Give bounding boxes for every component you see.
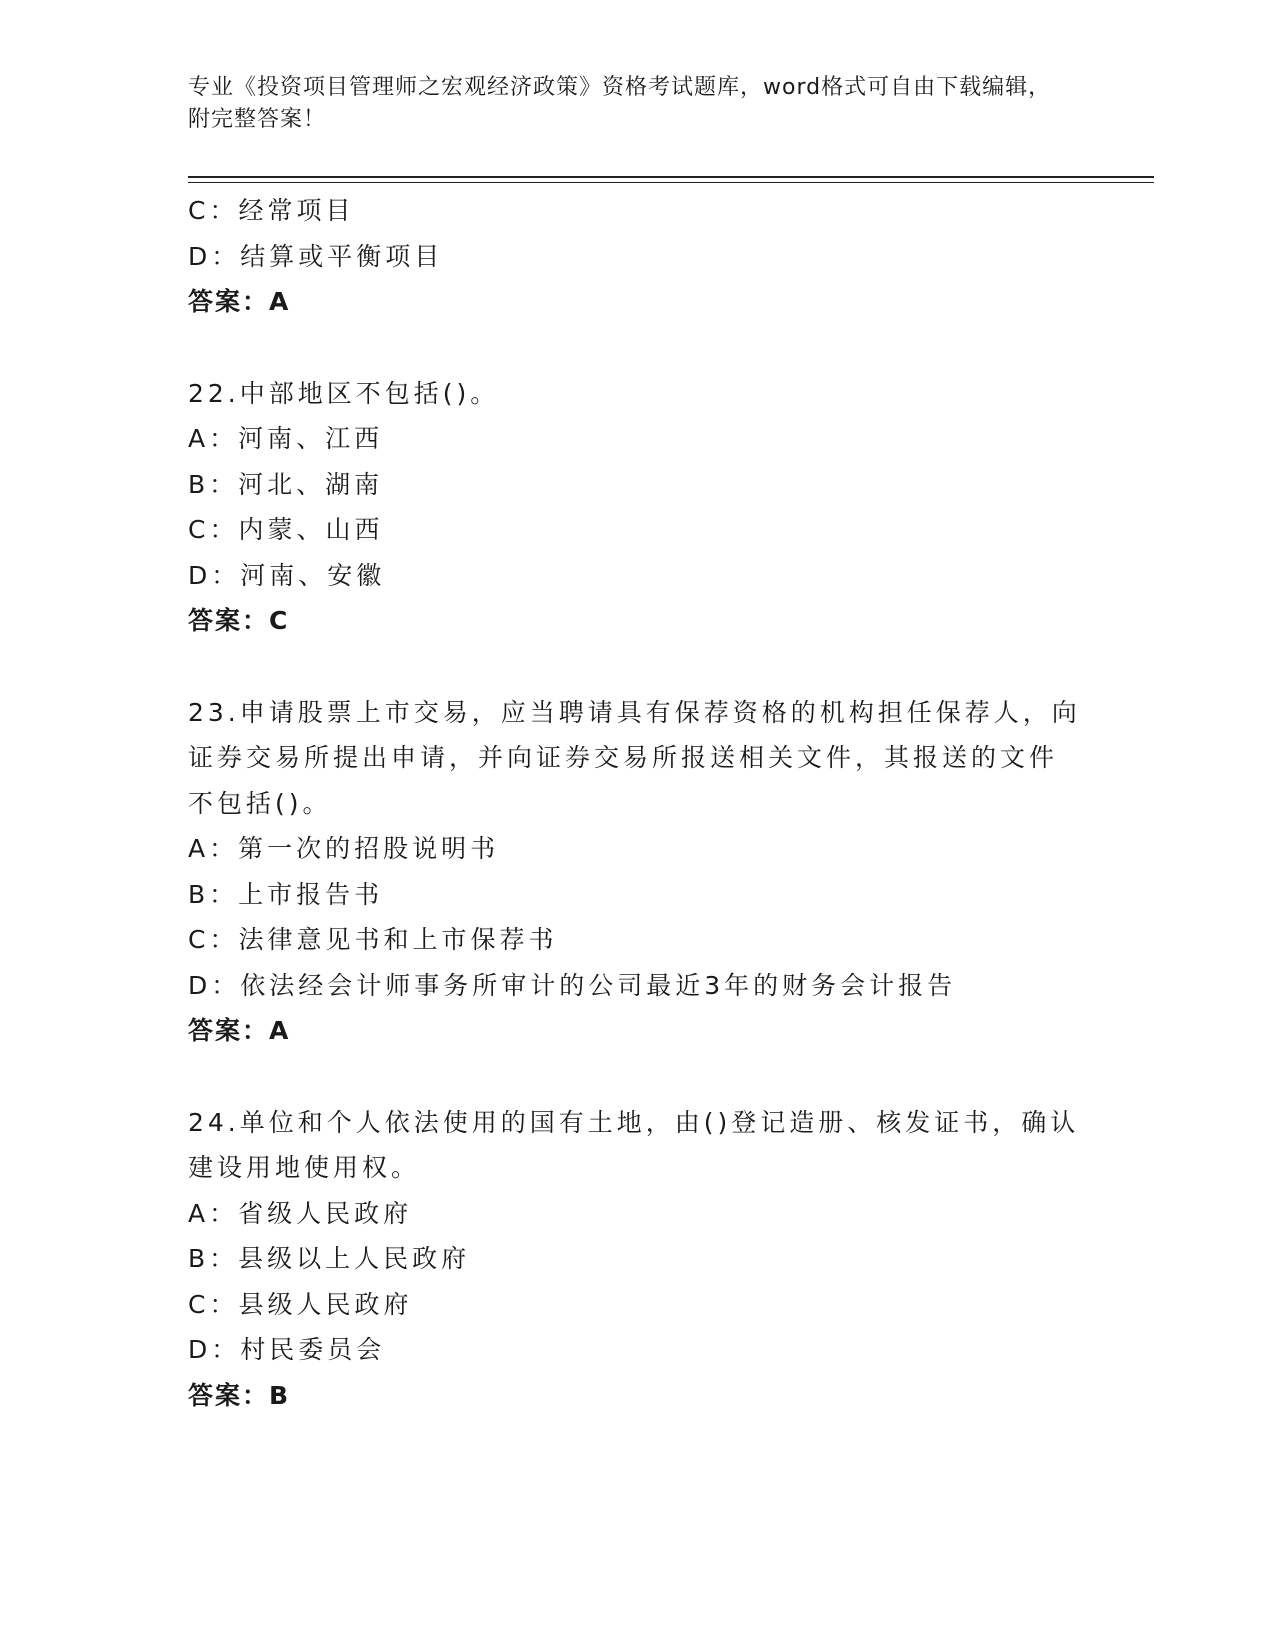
option-d: D：河南、安徽 <box>188 560 386 590</box>
answer-line: 答案：C <box>188 606 290 635</box>
document-page <box>188 0 1148 1650</box>
option-a: A：第一次的招股说明书 <box>188 834 500 863</box>
page-header: 专业《投资项目管理师之宏观经济政策》资格考试题库，word格式可自由下载编辑，附完整答案！ <box>188 75 1052 132</box>
option-c: C：内蒙、山西 <box>188 515 384 544</box>
question-stem-line-2: 证券交易所提出申请，并向证券交易所报送相关文件，其报送的文件 <box>188 743 1059 772</box>
header-rule-thin <box>188 182 1154 183</box>
spacer <box>188 1054 1088 1100</box>
option-b: B：河北、湖南 <box>188 469 384 499</box>
option-b: B：县级以上人民政府 <box>188 1244 471 1273</box>
question-24 <box>188 1100 1088 1419</box>
question-list <box>188 188 1088 1418</box>
question-stem-line-1: 23.申请股票上市交易，应当聘请具有保荐资格的机构担任保荐人，向 <box>188 697 1081 727</box>
option-c: C：县级人民政府 <box>188 1289 413 1319</box>
option-a: A：河南、江西 <box>188 424 384 453</box>
question-stem: 22.中部地区不包括()。 <box>188 378 500 408</box>
answer-line: 答案：A <box>188 287 291 316</box>
option-a: A：省级人民政府 <box>188 1198 413 1228</box>
header-rule-thick <box>188 176 1154 178</box>
option-d: D：村民委员会 <box>188 1335 386 1364</box>
option-b: B：上市报告书 <box>188 879 384 909</box>
spacer <box>188 325 1088 371</box>
option-c: C：法律意见书和上市保荐书 <box>188 925 558 954</box>
question-stem-line-3: 不包括()。 <box>188 788 332 818</box>
option-c: C：经常项目 <box>188 196 355 225</box>
option-d: D：依法经会计师事务所审计的公司最近3年的财务会计报告 <box>188 970 957 1000</box>
question-22 <box>188 371 1088 644</box>
question-stem-line-2: 建设用地使用权。 <box>188 1153 421 1182</box>
carryover-block <box>188 188 1088 325</box>
question-23 <box>188 690 1088 1054</box>
question-stem-line-1: 24.单位和个人依法使用的国有土地，由()登记造册、核发证书，确认 <box>188 1107 1080 1137</box>
answer-line: 答案：A <box>188 1016 291 1045</box>
answer-line: 答案：B <box>188 1380 291 1410</box>
spacer <box>188 644 1088 690</box>
option-d: D：结算或平衡项目 <box>188 241 444 271</box>
